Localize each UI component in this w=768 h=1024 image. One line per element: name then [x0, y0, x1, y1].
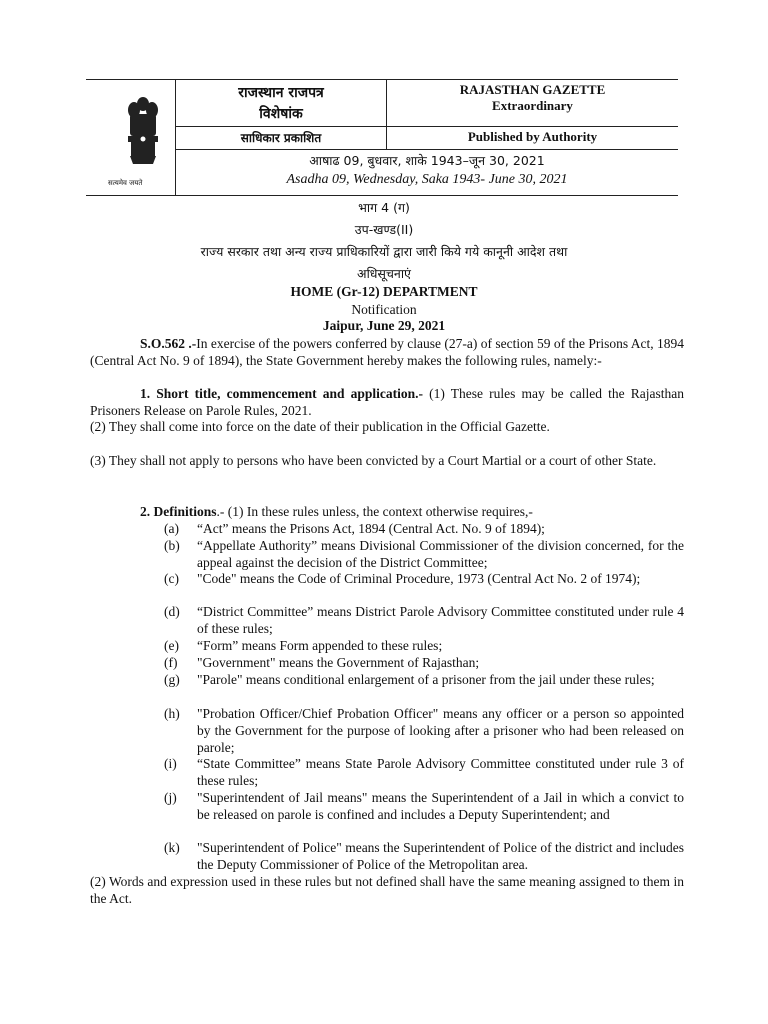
hindi-title-line1: राजस्थान राजपत्र	[238, 85, 324, 101]
def-b-label: (b)	[164, 538, 180, 553]
def-i-text: “State Committee” means State Parole Advisory Committee constituted under rule 3 of these rules;	[197, 756, 684, 788]
def-c-label: (c)	[164, 571, 179, 586]
subpart-label: उप-खण्ड(II)	[354, 222, 414, 237]
def-f-label: (f)	[164, 655, 178, 670]
national-emblem-icon	[126, 94, 160, 174]
def-a-text: “Act” means the Prisons Act, 1894 (Central Act. No. 9 of 1894);	[197, 521, 545, 536]
department-heading: HOME (Gr-12) DEPARTMENT	[290, 284, 478, 299]
rule2-sub2: (2) Words and expression used in these rules but not defined shall have the same meaning assigned to them in the Act.	[90, 874, 684, 906]
rule1-paragraph	[90, 385, 684, 419]
hindi-published: साधिकार प्रकाशित	[176, 126, 387, 150]
def-j-label: (j)	[164, 790, 177, 805]
gazette-header	[86, 79, 678, 196]
part-label: भाग 4 (ग)	[358, 200, 410, 215]
rule2-paragraph	[140, 503, 690, 520]
rule1-heading: 1. Short title, commencement and application.-	[140, 386, 424, 401]
place-date: Jaipur, June 29, 2021	[322, 318, 446, 333]
section-description-line2: अधिसूचनाएं	[357, 266, 411, 281]
def-c-text: "Code" means the Code of Criminal Procedure, 1973 (Central Act No. 2 of 1974);	[197, 571, 641, 586]
intro-text: In exercise of the powers conferred by clause (27-a) of section 59 of the Prisons Act, 1894 (Central Act No. 9 of 1894), the State Government hereby makes the following rules, namely:-	[90, 336, 684, 368]
emblem-motto: सत्यमेव जयते	[108, 179, 143, 187]
def-j-text: "Superintendent of Jail means" means the Superintendent of a Jail in which a convict to be released on parole is confined and includes a Deputy Superintendent; and	[197, 790, 684, 822]
intro-paragraph	[90, 335, 684, 369]
english-published: Published by Authority	[387, 126, 678, 150]
section-description-line1: राज्य सरकार तथा अन्य राज्य प्राधिकारियों द्वारा जारी किये गये कानूनी आदेश तथा	[200, 244, 568, 259]
def-f-text: "Government" means the Government of Rajasthan;	[197, 655, 480, 670]
english-title: RAJASTHAN GAZETTE	[459, 82, 606, 97]
hindi-title-cell	[176, 80, 387, 126]
emblem-cell	[86, 80, 176, 195]
english-subtitle: Extraordinary	[492, 98, 573, 113]
def-a-label: (a)	[164, 521, 179, 536]
rule1-sub2: (2) They shall come into force on the date of their publication in the Official Gazette.	[90, 419, 550, 434]
def-b-text: “Appellate Authority” means Divisional Commissioner of the division concerned, for the appeal against the decision of the District Committee;	[197, 538, 684, 570]
hindi-title-line2: विशेषांक	[259, 106, 303, 122]
def-g-label: (g)	[164, 672, 180, 687]
def-e-label: (e)	[164, 638, 179, 653]
english-title-cell	[387, 80, 678, 126]
def-k-text: "Superintendent of Police" means the Superintendent of Police of the district and includes the Deputy Commissioner of Police of the Metropolitan area.	[197, 840, 684, 872]
def-h-label: (h)	[164, 706, 180, 721]
def-g-text: "Parole" means conditional enlargement of a prisoner from the jail under these rules;	[197, 672, 655, 687]
def-d-label: (d)	[164, 604, 180, 619]
rule2-heading: 2. Definitions	[140, 504, 217, 519]
def-i-label: (i)	[164, 756, 177, 771]
so-number: S.O.562 .-	[140, 336, 197, 351]
date-english: Asadha 09, Wednesday, Saka 1943- June 30, 2021	[286, 172, 568, 187]
date-hindi: आषाढ 09, बुधवार, शाके 1943–जून 30, 2021	[309, 153, 545, 168]
def-d-text: “District Committee” means District Parole Advisory Committee constituted under rule 4 of these rules;	[197, 604, 684, 636]
rule1-sub3: (3) They shall not apply to persons who have been convicted by a Court Martial or a court of other State.	[90, 453, 657, 468]
def-h-text: "Probation Officer/Chief Probation Officer" means any officer or a person so appointed by the Government for the purpose of looking after a prisoner who had been released on parole;	[197, 706, 684, 755]
rule1-text: (1) These rules may be called the Rajasthan Prisoners Release on Parole Rules, 2021.	[90, 386, 684, 418]
rule2-intro: .- (1) In these rules unless, the context otherwise requires,-	[216, 504, 533, 519]
def-e-text: “Form” means Form appended to these rules;	[197, 638, 443, 653]
def-k-label: (k)	[164, 840, 180, 855]
notification-label: Notification	[351, 302, 417, 317]
